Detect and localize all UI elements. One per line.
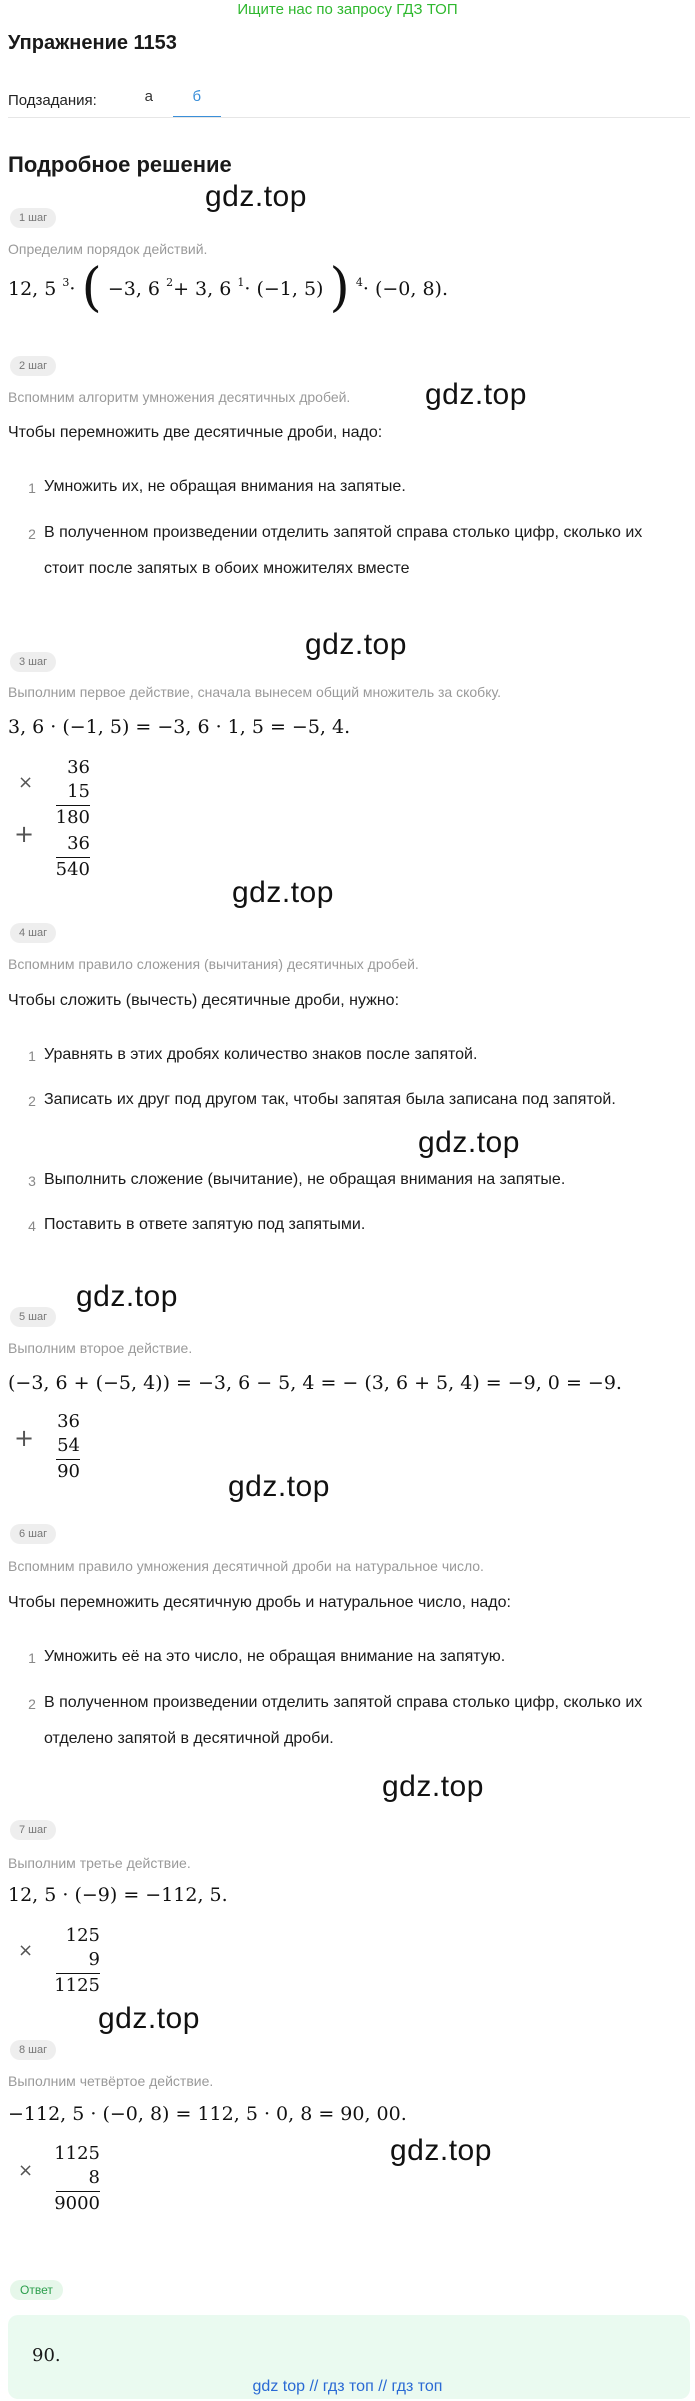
list-item: Поставить в ответе запятую под запятыми.	[44, 1216, 366, 1233]
col-row: 36	[57, 1411, 80, 1432]
step-hint-2: Вспомним алгоритм умножения десятичных дробей.	[8, 389, 351, 405]
list-item: В полученном произведении отделить запятой справа столько цифр, сколько их стоит после запятых в обоих множителях вместе	[44, 524, 643, 577]
column-multiplication	[50, 756, 100, 886]
list-item: Уравнять в этих дробях количество знаков после запятой.	[44, 1046, 478, 1063]
step-text-4: Чтобы сложить (вычесть) десятичные дроби, нужно:	[8, 992, 400, 1009]
paren-open: (	[81, 258, 102, 318]
step-badge-3: 3 шаг	[10, 652, 56, 672]
col-row: 9	[88, 1949, 100, 1970]
expr-part: 12, 5	[8, 278, 57, 300]
footer-links[interactable]: gdz top // гдз топ // гдз топ	[252, 2378, 443, 2395]
order-1: 1	[237, 275, 245, 289]
subtasks-label: Подзадания:	[8, 91, 97, 109]
column-multiplication	[50, 2142, 105, 2222]
dot-op: ·	[69, 278, 76, 300]
list-num: 2	[28, 526, 36, 542]
step-badge-8: 8 шаг	[10, 2040, 56, 2060]
column-multiplication	[50, 1924, 105, 2004]
watermark: gdz.top	[305, 628, 407, 661]
col-row: 90	[57, 1461, 80, 1482]
expr-part: (−0, 8).	[374, 278, 448, 300]
plus-op: +	[173, 278, 189, 300]
step-text-2: Чтобы перемножить две десятичные дроби, надо:	[8, 424, 383, 441]
paren-close: )	[329, 258, 350, 318]
step-hint-8: Выполним четвёртое действие.	[8, 2073, 214, 2089]
expr-part: −3, 6	[107, 278, 161, 300]
step-hint-1: Определим порядок действий.	[8, 241, 208, 257]
times-sign: ×	[18, 772, 34, 793]
list-num: 1	[28, 1048, 36, 1064]
page-title: Упражнение 1153	[8, 32, 177, 54]
times-sign: ×	[18, 2160, 34, 2181]
step-hint-7: Выполним третье действие.	[8, 1855, 191, 1871]
order-3: 3	[62, 275, 70, 289]
col-row: 1125	[54, 2143, 100, 2164]
times-sign: ×	[18, 1940, 34, 1961]
step-7-expression: 12, 5 · (−9) = −112, 5.	[8, 1884, 228, 1906]
search-banner[interactable]: Ищите нас по запросу ГДЗ ТОП	[237, 1, 458, 18]
list-item: Выполнить сложение (вычитание), не обращая внимания на запятые.	[44, 1171, 566, 1188]
step-badge-5: 5 шаг	[10, 1307, 56, 1327]
col-row: 36	[67, 833, 90, 854]
subtask-tab-a[interactable]: а	[144, 88, 153, 105]
answer-value: 90.	[32, 2345, 61, 2366]
list-item: Записать их друг под другом так, чтобы запятая была записана под запятой.	[44, 1091, 616, 1108]
step-hint-3: Выполним первое действие, сначала вынесем общий множитель за скобку.	[8, 684, 501, 700]
list-item: Умножить их, не обращая внимания на запятые.	[44, 478, 406, 495]
expr-part: 3, 6	[195, 278, 232, 300]
col-row: 36	[67, 757, 90, 778]
step-5-expression: (−3, 6 + (−5, 4)) = −3, 6 − 5, 4 = − (3, 6 + 5, 4) = −9, 0 = −9.	[8, 1372, 622, 1394]
expr-part: (−1, 5)	[256, 278, 324, 300]
watermark: gdz.top	[205, 180, 307, 213]
order-2: 2	[166, 275, 174, 289]
answer-badge: Ответ	[10, 2280, 63, 2300]
step-hint-4: Вспомним правило сложения (вычитания) десятичных дробей.	[8, 956, 419, 972]
watermark: gdz.top	[382, 1770, 484, 1803]
step-hint-5: Выполним второе действие.	[8, 1340, 193, 1356]
watermark: gdz.top	[98, 2002, 200, 2035]
watermark: gdz.top	[425, 378, 527, 411]
list-num: 1	[28, 480, 36, 496]
plus-sign: +	[14, 1424, 35, 1452]
col-row: 180	[55, 807, 90, 828]
step-8-expression: −112, 5 · (−0, 8) = 112, 5 · 0, 8 = 90, 00.	[8, 2103, 407, 2125]
step-badge-4: 4 шаг	[10, 923, 56, 943]
col-row: 8	[88, 2167, 100, 2188]
list-num: 4	[28, 1218, 36, 1234]
col-row: 54	[57, 1435, 80, 1456]
order-4: 4	[355, 275, 363, 289]
step-hint-6: Вспомним правило умножения десятичной дроби на натуральное число.	[8, 1558, 484, 1574]
step-badge-2: 2 шаг	[10, 356, 56, 376]
watermark: gdz.top	[418, 1126, 520, 1159]
watermark: gdz.top	[76, 1280, 178, 1313]
col-row: 15	[67, 781, 90, 802]
step-badge-7: 7 шаг	[10, 1820, 56, 1840]
col-row: 9000	[54, 2193, 100, 2214]
divider	[8, 117, 690, 118]
col-row: 1125	[54, 1975, 100, 1996]
col-row: 540	[55, 859, 90, 880]
dot-op: ·	[362, 278, 369, 300]
list-item: Умножить её на это число, не обращая внимание на запятую.	[44, 1648, 506, 1665]
column-addition	[50, 1410, 90, 1490]
watermark: gdz.top	[390, 2134, 492, 2167]
col-row: 125	[65, 1925, 100, 1946]
subtask-tab-b[interactable]: б	[173, 82, 221, 118]
watermark: gdz.top	[232, 876, 334, 909]
section-title: Подробное решение	[8, 152, 232, 177]
watermark: gdz.top	[228, 1470, 330, 1503]
step-badge-1: 1 шаг	[10, 208, 56, 228]
subtasks-bar	[8, 80, 221, 120]
list-num: 1	[28, 1650, 36, 1666]
list-num: 2	[28, 1093, 36, 1109]
list-item: В полученном произведении отделить запятой справа столько цифр, сколько их отделено запятой в десятичной дроби.	[44, 1694, 643, 1747]
step-text-6: Чтобы перемножить десятичную дробь и натуральное число, надо:	[8, 1594, 511, 1611]
step-1-expression	[8, 258, 448, 328]
dot-op: ·	[244, 278, 251, 300]
plus-sign: +	[14, 820, 35, 848]
step-3-expression: 3, 6 · (−1, 5) = −3, 6 · 1, 5 = −5, 4.	[8, 716, 351, 738]
list-num: 2	[28, 1696, 36, 1712]
list-num: 3	[28, 1173, 36, 1189]
step-badge-6: 6 шаг	[10, 1524, 56, 1544]
